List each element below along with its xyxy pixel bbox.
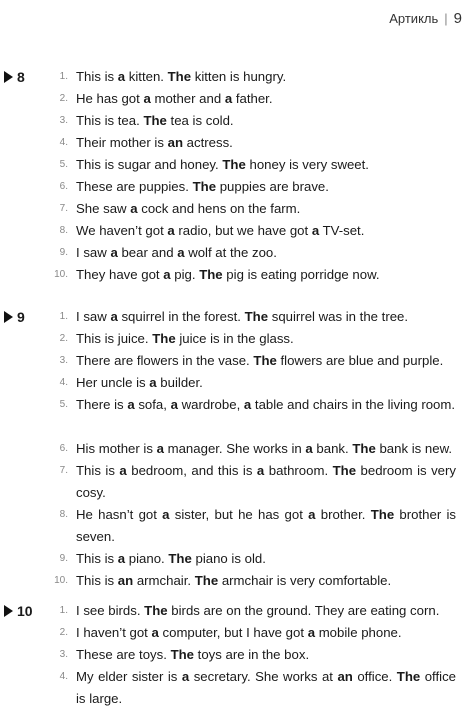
page-header: [389, 10, 462, 27]
item-number: 1.: [59, 605, 68, 616]
item-text: This is a kitten. The kitten is hungry.: [76, 69, 287, 84]
exercise-number: 8: [17, 69, 25, 85]
page-number: 9: [453, 10, 462, 27]
item-number: 4.: [59, 377, 68, 388]
exercise-number: 9: [17, 309, 25, 325]
item-text: I saw a bear and a wolf at the zoo.: [76, 245, 277, 260]
section-title: Артикль: [389, 11, 439, 26]
item-number: 2.: [59, 93, 68, 104]
item-text: There are flowers in the vase. The flowers are blue and purple.: [76, 353, 444, 368]
item-number: 3.: [59, 355, 68, 366]
item-number: 5.: [59, 159, 68, 170]
item-text: These are toys. The toys are in the box.: [76, 647, 310, 662]
item-text: This is tea. The tea is cold.: [76, 113, 234, 128]
item-text: Her uncle is a builder.: [76, 375, 203, 390]
item-number: 6.: [59, 181, 68, 192]
item-text: This is a piano. The piano is old.: [76, 551, 266, 566]
item-text: They have got a pig. The pig is eating porridge now.: [76, 267, 380, 282]
item-number: 5.: [59, 399, 68, 410]
item-text: This is sugar and honey. The honey is very sweet.: [76, 157, 369, 172]
item-text: He has got a mother and a father.: [76, 91, 273, 106]
play-triangle-icon: [4, 311, 13, 323]
item-text: We haven’t got a radio, but we have got a TV-set.: [76, 223, 365, 238]
item-number: 10.: [54, 575, 68, 586]
item-number: 4.: [59, 137, 68, 148]
item-number: 3.: [59, 649, 68, 660]
exercise-number: 10: [17, 603, 33, 619]
item-number: 2.: [59, 627, 68, 638]
item-number: 4.: [59, 671, 68, 682]
item-number: 9.: [59, 247, 68, 258]
item-text: I see birds. The birds are on the ground. They are eating corn.: [76, 603, 440, 618]
item-number: 1.: [59, 311, 68, 322]
item-text: Their mother is an actress.: [76, 135, 233, 150]
item-number: 1.: [59, 71, 68, 82]
item-text: These are puppies. The puppies are brave.: [76, 179, 329, 194]
item-text: This is an armchair. The armchair is very comfortable.: [76, 573, 392, 588]
item-number: 6.: [59, 443, 68, 454]
item-number: 8.: [59, 225, 68, 236]
item-text: He hasn’t got a sister, but he has got a brother. The brother is seven.: [76, 507, 456, 544]
item-number: 2.: [59, 333, 68, 344]
play-triangle-icon: [4, 605, 13, 617]
item-number: 10.: [54, 269, 68, 280]
item-text: This is a bedroom, and this is a bathroom. The bedroom is very cosy.: [76, 463, 456, 500]
item-number: 9.: [59, 553, 68, 564]
exercise-label: [4, 306, 25, 328]
item-text: She saw a cock and hens on the farm.: [76, 201, 301, 216]
item-text: My elder sister is a secretary. She works at an office. The office is large.: [76, 669, 457, 706]
header-separator: |: [444, 11, 448, 26]
item-text: I saw a squirrel in the forest. The squirrel was in the tree.: [76, 309, 409, 324]
play-triangle-icon: [4, 71, 13, 83]
item-text: There is a sofa, a wardrobe, a table and chairs in the living room.: [76, 397, 456, 412]
item-text: I haven’t got a computer, but I have got a mobile phone.: [76, 625, 402, 640]
item-text: His mother is a manager. She works in a bank. The bank is new.: [76, 441, 453, 456]
item-text: This is juice. The juice is in the glass.: [76, 331, 294, 346]
exercise-label: [4, 600, 33, 622]
exercise-label: [4, 66, 25, 88]
item-number: 7.: [59, 465, 68, 476]
item-number: 8.: [59, 509, 68, 520]
item-number: 3.: [59, 115, 68, 126]
item-number: 7.: [59, 203, 68, 214]
